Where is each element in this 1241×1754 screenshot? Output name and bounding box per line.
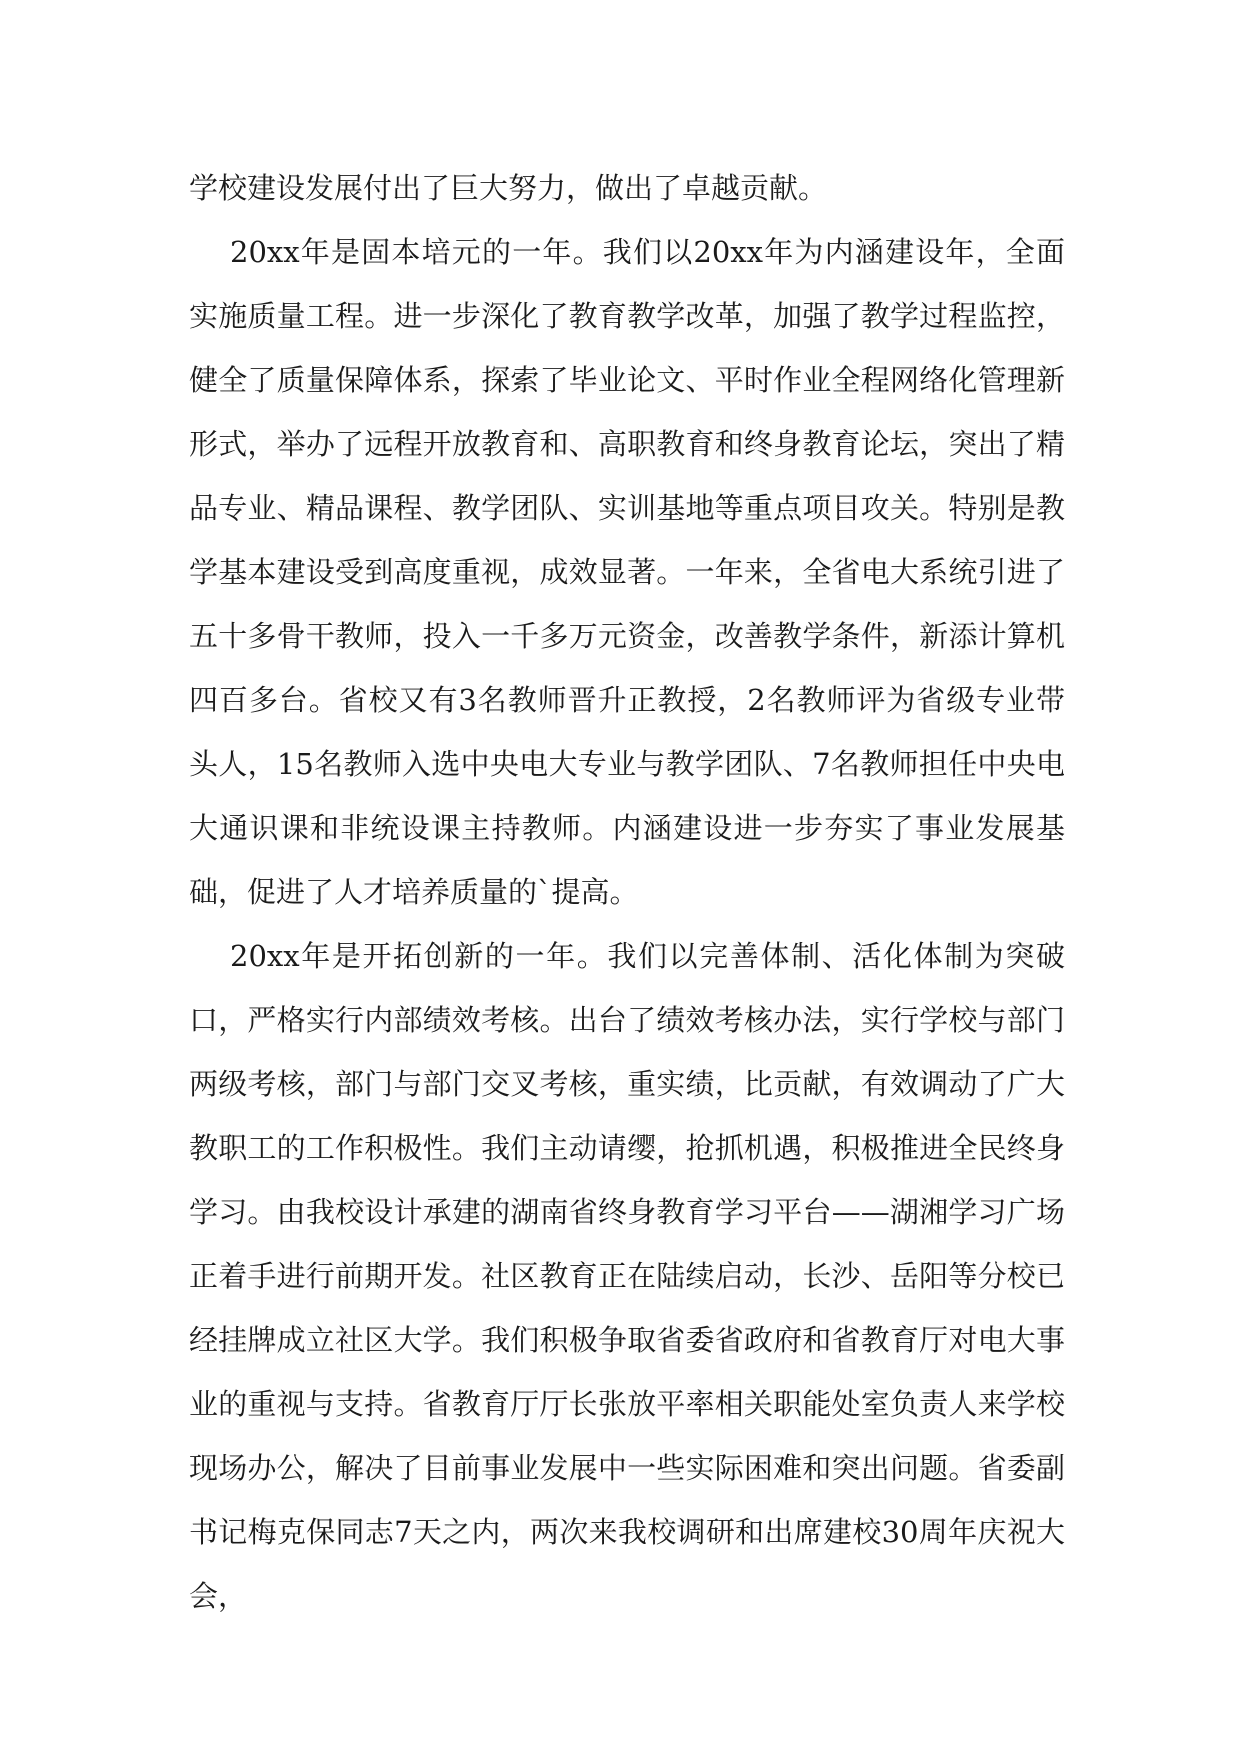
paragraph-innovation-year: 20xx年是开拓创新的一年。我们以完善体制、活化体制为突破口，严格实行内部绩效考核。出台了绩效考核办法，实行学校与部门两级考核，部门与部门交叉考核，重实绩，比贡献，有效调动了广大教职工的工作积极性。我们主动请缨，抢抓机遇，积极推进全民终身学习。由我校设计承建的湖南省终身教育学习平台——湖湘学习广场正着手进行前期开发。社区教育正在陆续启动，长沙、岳阳等分校已经挂牌成立社区大学。我们积极争取省委省政府和省教育厅对电大事业的重视与支持。省教育厅厅长张放平率相关职能处室负责人来学校现场办公，解决了目前事业发展中一些实际困难和突出问题。省委副书记梅克保同志7天之内，两次来我校调研和出席建校30周年庆祝大会， (189, 939, 1065, 1613)
paragraph-consolidation-year: 20xx年是固本培元的一年。我们以20xx年为内涵建设年，全面实施质量工程。进一步深化了教育教学改革，加强了教学过程监控，健全了质量保障体系，探索了毕业论文、平时作业全程网络化管理新形式，举办了远程开放教育和、高职教育和终身教育论坛，突出了精品专业、精品课程、教学团队、实训基地等重点项目攻关。特别是教学基本建设受到高度重视，成效显著。一年来，全省电大系统引进了五十多骨干教师，投入一千多万元资金，改善教学条件，新添计算机四百多台。省校又有3名教师晋升正教授，2名教师评为省级专业带头人，15名教师入选中央电大专业与教学团队、7名教师担任中央电大通识课和非统设课主持教师。内涵建设进一步夯实了事业发展基础，促进了人才培养质量的`提高。 (189, 235, 1065, 909)
paragraph-continuation: 学校建设发展付出了巨大努力，做出了卓越贡献。 (189, 171, 828, 205)
document-body (189, 156, 1065, 1628)
